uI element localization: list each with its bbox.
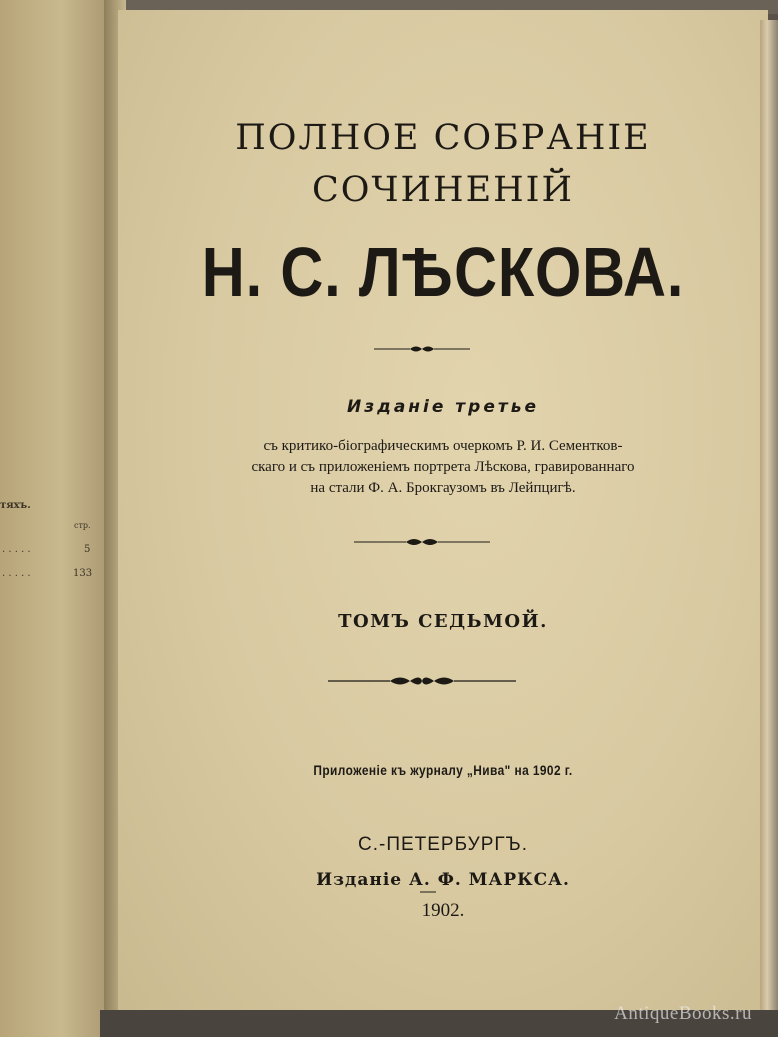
ornament-divider-3 [328, 674, 516, 688]
left-page-entry-page: 5 [84, 544, 91, 555]
supplement-line: Приложеніе къ журналу „Нива" на 1902 г. [313, 762, 573, 778]
city-line: С.-ПЕТЕРБУРГЪ. [358, 834, 528, 855]
rule-short [420, 890, 436, 894]
description-line: скаго и съ приложеніемъ портрета Лѣскова, гравированнаго [251, 459, 635, 475]
ornament-divider-2 [354, 536, 490, 548]
left-page-entry-page: 133 [73, 568, 93, 579]
edition-line: Изданіе третье [346, 397, 539, 417]
description-block [118, 436, 768, 499]
page-edge [760, 20, 778, 1020]
title-line-2: СОЧИНЕНІЙ [312, 170, 574, 210]
left-page [0, 0, 112, 1037]
left-page-entry-dots: . . . . . [2, 544, 31, 555]
author-name: Н. С. ЛѢСКОВА. [201, 233, 685, 311]
description-line: на стали Ф. А. Брокгаузомъ въ Лейпцигѣ. [310, 480, 576, 496]
description-line: съ критико-біографическимъ очеркомъ Р. И. Сементков- [263, 438, 623, 454]
left-page-heading: тяхъ. [0, 500, 31, 511]
left-page-entry-dots: . . . . . [2, 568, 31, 579]
watermark: AntiqueBooks.ru [614, 1003, 752, 1024]
volume-title: ТОМЪ СЕДЬМОЙ. [338, 611, 548, 632]
left-page-col-label: стр. [74, 521, 91, 530]
title-page [118, 10, 768, 1030]
publisher-line: Изданіе А. Ф. МАРКСА. [316, 870, 570, 890]
year-line: 1902. [421, 900, 465, 921]
title-line-1: ПОЛНОЕ СОБРАНІЕ [235, 118, 651, 158]
ornament-divider-1 [374, 343, 470, 355]
